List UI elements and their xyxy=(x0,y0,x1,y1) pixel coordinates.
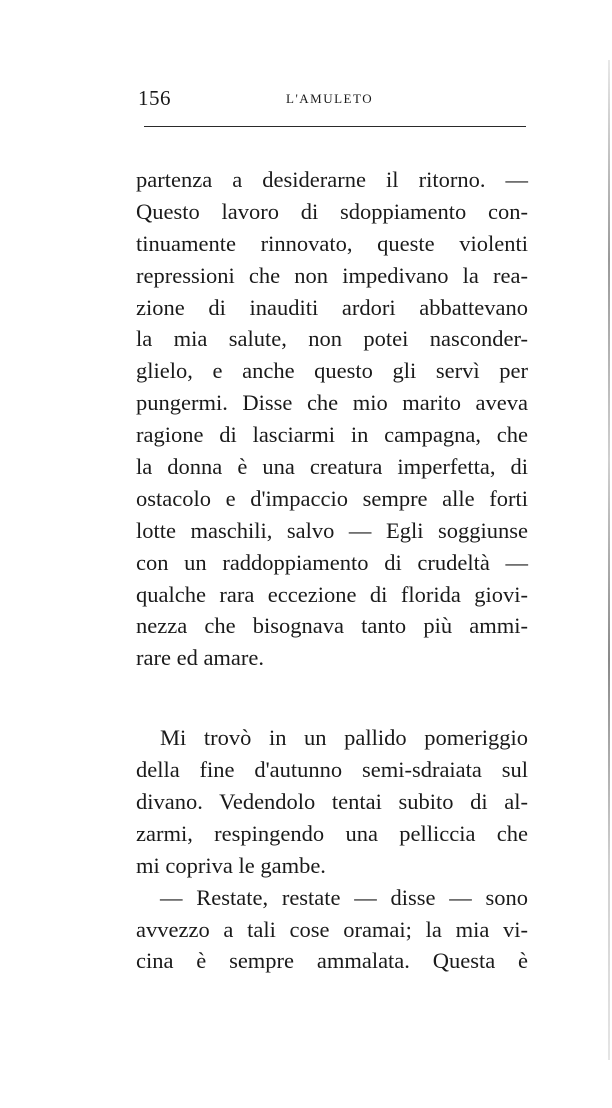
paragraph-gap xyxy=(136,674,528,722)
text-line: della fine d'autunno semi-sdraiata sul xyxy=(136,757,528,783)
text-line: partenza a desiderarne il ritorno. — xyxy=(136,167,528,192)
text-line: tinuamente rinnovato, queste violenti xyxy=(136,230,528,256)
text-line: zione di inauditi ardori abbattevano xyxy=(136,294,528,320)
text-line: ostacolo e d'impaccio sempre alle forti xyxy=(136,485,528,511)
text-line: la donna è una creatura imperfetta, di xyxy=(136,454,528,480)
text-line: repressioni che non impedivano la rea- xyxy=(136,262,528,288)
page-header xyxy=(138,80,526,110)
text-line: — Restate, restate — disse — sono xyxy=(160,884,528,910)
text-line: la mia salute, non potei nasconder- xyxy=(136,326,528,352)
text-line: Questo lavoro di sdoppiamento con- xyxy=(136,198,528,224)
text-line: rare ed amare. xyxy=(136,645,265,671)
page-number: 156 xyxy=(138,86,171,110)
text-line: divano. Vedendolo tentai subito di al- xyxy=(136,789,528,815)
text-line: avvezzo a tali cose oramai; la mia vi- xyxy=(136,916,528,942)
text-line: ragione di lasciarmi in campagna, che xyxy=(136,422,528,448)
text-line: pungermi. Disse che mio marito aveva xyxy=(136,390,528,416)
text-line: cina è sempre ammalata. Questa è xyxy=(136,948,528,974)
text-line: mi copriva le gambe. xyxy=(136,852,326,878)
text-line: nezza che bisognava tanto più ammi- xyxy=(136,613,528,639)
text-line: Mi trovò in un pallido pomeriggio xyxy=(160,725,528,751)
text-line: lotte maschili, salvo — Egli soggiunse xyxy=(136,517,528,543)
body-text xyxy=(136,164,528,977)
text-line: glielo, e anche questo gli servì per xyxy=(136,358,528,384)
header-rule xyxy=(144,126,526,127)
text-line: qualche rara eccezione di florida giovi- xyxy=(136,581,528,607)
page-edge xyxy=(608,60,610,1060)
text-line: zarmi, respingendo una pelliccia che xyxy=(136,820,528,846)
running-title: L'AMULETO xyxy=(286,91,374,106)
text-line: con un raddoppiamento di crudeltà — xyxy=(136,549,528,575)
